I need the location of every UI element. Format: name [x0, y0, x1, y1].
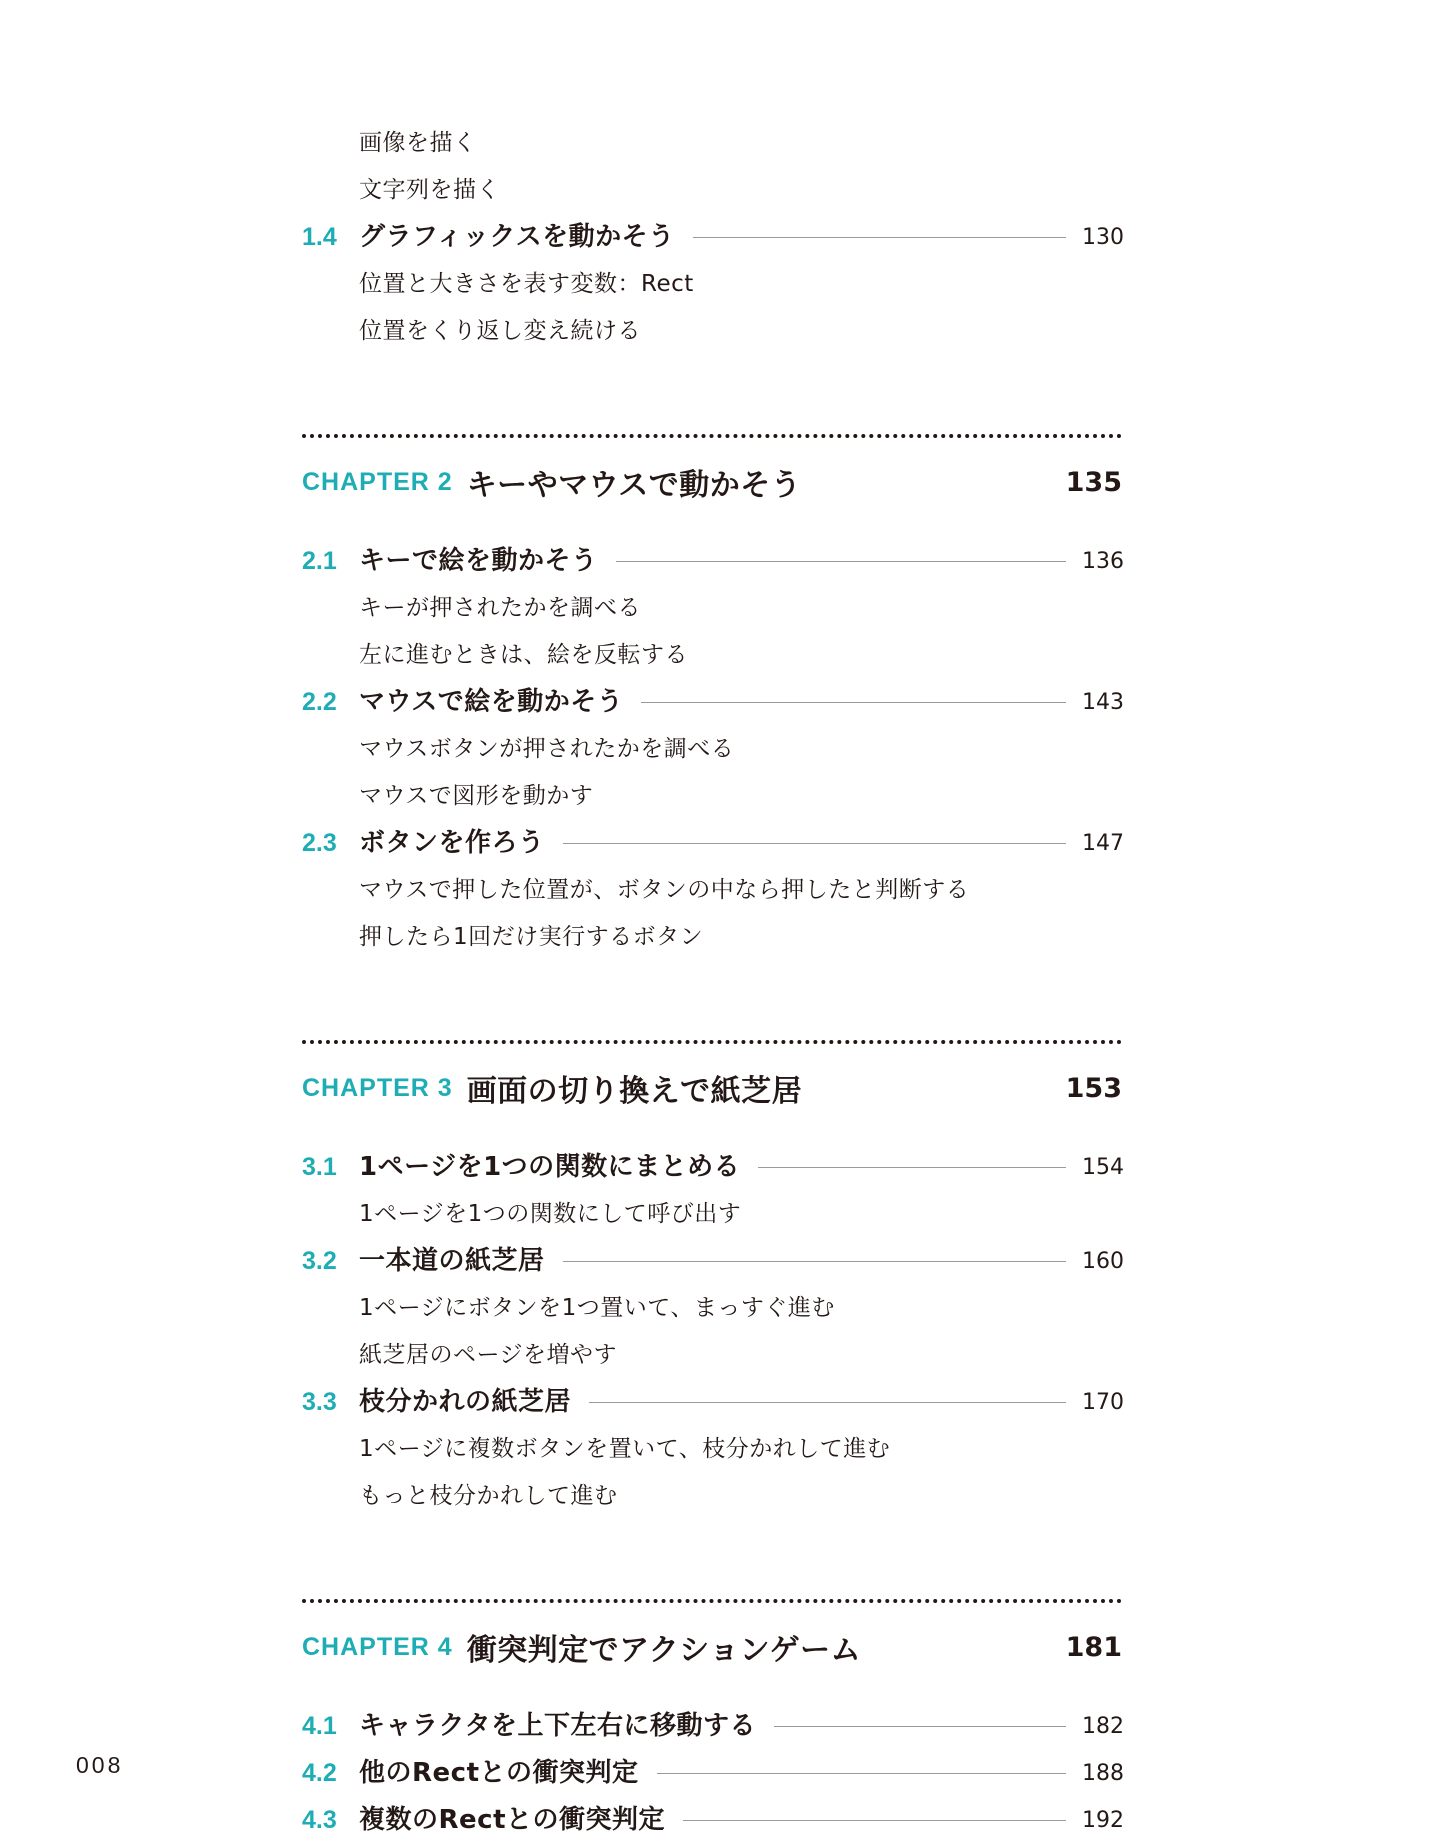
chapter-label: CHAPTER 3 — [302, 1073, 453, 1102]
chapter-page: 181 — [1065, 1631, 1122, 1663]
section-title: 一本道の紙芝居 — [359, 1246, 545, 1276]
toc-item[interactable]: 左に進むときは、絵を反転する — [359, 642, 688, 668]
toc-item[interactable]: 押したら1回だけ実行するボタン — [359, 924, 704, 950]
toc-item[interactable]: マウスで押した位置が、ボタンの中なら押したと判断する — [359, 877, 970, 903]
section-2-2[interactable] — [302, 679, 1122, 726]
toc-item[interactable]: もっと枝分かれして進む — [359, 1483, 618, 1509]
chapter-page: 135 — [1065, 466, 1122, 498]
chapter-divider — [302, 1040, 1122, 1044]
section-title: グラフィックスを動かそう — [359, 222, 675, 252]
section-title: 他のRectとの衝突判定 — [359, 1758, 639, 1788]
section-title: 枝分かれの紙芝居 — [359, 1387, 572, 1417]
leader-line — [589, 1402, 1066, 1403]
section-title: ボタンを作ろう — [359, 828, 545, 858]
leader-line — [563, 1261, 1066, 1262]
section-title: マウスで絵を動かそう — [359, 687, 624, 717]
toc-item[interactable]: マウスで図形を動かす — [359, 783, 594, 809]
toc-item[interactable]: 1ページに複数ボタンを置いて、枝分かれして進む — [359, 1436, 891, 1462]
leader-line — [683, 1820, 1066, 1821]
section-page: 170 — [1082, 1390, 1124, 1415]
toc-item[interactable]: キーが押されたかを調べる — [359, 595, 641, 621]
section-number: 1.4 — [302, 223, 337, 251]
section-2-1[interactable] — [302, 538, 1122, 585]
section-title: 複数のRectとの衝突判定 — [359, 1805, 665, 1835]
chapter-title: キーやマウスで動かそう — [466, 468, 802, 503]
toc-item[interactable]: 1ページを1つの関数にして呼び出す — [359, 1201, 742, 1227]
section-number: 2.3 — [302, 829, 337, 857]
toc-item[interactable]: 位置と大きさを表す変数：Rect — [359, 271, 694, 297]
chapter-4-heading[interactable] — [302, 1607, 1122, 1687]
chapter-title: 衝突判定でアクションゲーム — [466, 1633, 862, 1668]
section-page: 182 — [1082, 1714, 1124, 1739]
chapter-label: CHAPTER 4 — [302, 1632, 453, 1661]
leader-line — [693, 237, 1066, 238]
toc-item[interactable]: マウスボタンが押されたかを調べる — [359, 736, 735, 762]
table-of-contents — [302, 120, 1122, 1844]
chapter-2-heading[interactable] — [302, 442, 1122, 522]
section-page: 130 — [1082, 225, 1124, 250]
section-number: 4.2 — [302, 1759, 337, 1787]
toc-item[interactable]: 文字列を描く — [359, 177, 500, 203]
section-page: 143 — [1082, 690, 1124, 715]
section-4-3[interactable] — [302, 1797, 1122, 1844]
chapter-divider — [302, 1599, 1122, 1603]
toc-item[interactable]: 画像を描く — [359, 130, 477, 156]
section-number: 2.1 — [302, 547, 337, 575]
page-number: 008 — [76, 1752, 124, 1778]
section-3-2[interactable] — [302, 1238, 1122, 1285]
section-page: 136 — [1082, 549, 1124, 574]
section-3-1[interactable] — [302, 1144, 1122, 1191]
chapter-3-heading[interactable] — [302, 1048, 1122, 1128]
leader-line — [641, 702, 1066, 703]
leader-line — [774, 1726, 1066, 1727]
section-title: 1ページを1つの関数にまとめる — [359, 1152, 741, 1182]
section-number: 4.1 — [302, 1712, 337, 1740]
section-2-3[interactable] — [302, 820, 1122, 867]
leader-line — [657, 1773, 1067, 1774]
section-page: 147 — [1082, 831, 1124, 856]
leader-line — [563, 843, 1066, 844]
section-number: 3.2 — [302, 1247, 337, 1275]
section-number: 2.2 — [302, 688, 337, 716]
toc-item[interactable]: 1ページにボタンを1つ置いて、まっすぐ進む — [359, 1295, 835, 1321]
chapter-divider — [302, 434, 1122, 438]
section-page: 188 — [1082, 1761, 1124, 1786]
section-4-2[interactable] — [302, 1750, 1122, 1797]
toc-item[interactable]: 紙芝居のページを増やす — [359, 1342, 618, 1368]
section-number: 3.3 — [302, 1388, 337, 1416]
section-3-3[interactable] — [302, 1379, 1122, 1426]
section-number: 4.3 — [302, 1806, 337, 1834]
leader-line — [758, 1167, 1066, 1168]
chapter-page: 153 — [1065, 1072, 1122, 1104]
toc-item[interactable]: 位置をくり返し変え続ける — [359, 318, 641, 344]
chapter-label: CHAPTER 2 — [302, 467, 453, 496]
section-title: キーで絵を動かそう — [359, 546, 598, 576]
section-page: 160 — [1082, 1249, 1124, 1274]
section-page: 192 — [1082, 1808, 1124, 1833]
section-title: キャラクタを上下左右に移動する — [359, 1711, 756, 1741]
section-4-1[interactable] — [302, 1703, 1122, 1750]
section-number: 3.1 — [302, 1153, 337, 1181]
section-1-4[interactable] — [302, 214, 1122, 261]
leader-line — [616, 561, 1066, 562]
chapter-title: 画面の切り換えで紙芝居 — [466, 1074, 803, 1109]
section-page: 154 — [1082, 1155, 1124, 1180]
